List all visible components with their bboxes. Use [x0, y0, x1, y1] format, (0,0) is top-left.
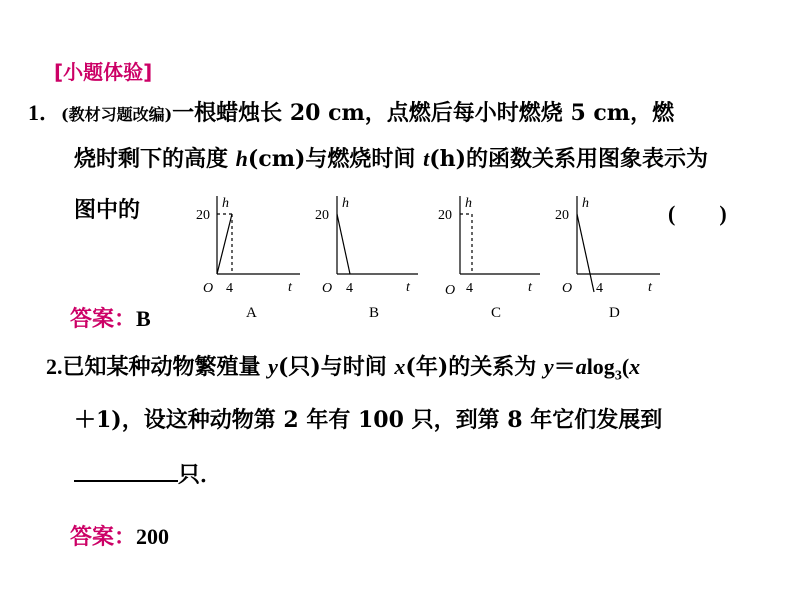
q2-answer	[70, 520, 169, 551]
y-tick-label: 20	[438, 208, 452, 223]
log-text: log	[586, 354, 615, 379]
answer-label: 答案：	[70, 525, 137, 550]
var-a: a	[575, 354, 587, 379]
q2-line1	[46, 352, 640, 391]
graph-d-line	[577, 214, 594, 292]
answer-label: 答案：	[70, 307, 137, 332]
graph-caption: A	[246, 305, 257, 321]
graph-a-line	[217, 214, 232, 274]
graph-d	[577, 196, 660, 292]
q1-source: (教材习题改编)	[61, 105, 173, 124]
y-tick-label: 20	[555, 208, 569, 223]
var-h: h	[235, 146, 248, 171]
var-x: x	[394, 354, 406, 379]
q2-number: 2.	[46, 354, 63, 379]
q1-text-line2b: (cm)与燃烧时间	[247, 146, 424, 172]
x-axis-label: t	[528, 280, 532, 295]
origin-label: O	[445, 283, 456, 298]
eq-y: y	[543, 354, 554, 379]
fill-blank[interactable]	[74, 456, 178, 482]
graph-caption: D	[609, 305, 620, 321]
y-axis-label: h	[465, 196, 472, 211]
q1-text-line2a: 烧时剩下的高度	[74, 146, 236, 172]
q2-line2: ＋1)，设这种动物第 2 年有 100 只，到第 8 年它们发展到	[74, 407, 663, 433]
q2-line3	[74, 456, 222, 490]
answer-bracket: ( )	[668, 201, 727, 226]
x-tick-label: 4	[346, 281, 353, 296]
eq-x: x	[629, 354, 641, 379]
y-axis-label: h	[582, 196, 589, 211]
answer-value: B	[136, 306, 151, 331]
q2-text-line1b: (只)与时间	[277, 354, 395, 380]
graph-b	[337, 196, 418, 274]
x-axis-label: t	[648, 280, 652, 295]
q1-number: 1．	[28, 100, 62, 125]
q1-text-line1: 一根蜡烛长 20 cm，点燃后每小时燃烧 5 cm，燃	[172, 100, 675, 126]
graph-c	[460, 196, 540, 274]
var-t: t	[423, 146, 430, 171]
y-tick-label: 20	[196, 208, 210, 223]
q2-text-line1a: 已知某种动物繁殖量	[62, 354, 269, 380]
q2-text-line3: 只．	[178, 462, 223, 488]
x-axis-label: t	[406, 280, 410, 295]
graph-b-line	[337, 214, 350, 274]
origin-label: O	[203, 281, 214, 296]
section-title: [小题体验]	[54, 60, 153, 84]
paren-open: (	[621, 354, 630, 379]
q1-line3: 图中的	[74, 197, 141, 223]
origin-label: O	[562, 281, 573, 296]
y-tick-label: 20	[315, 208, 329, 223]
q2-text-line1c: (年)的关系为	[405, 354, 544, 380]
eq-sign: ＝	[553, 354, 576, 380]
y-axis-label: h	[222, 196, 229, 211]
x-axis-label: t	[288, 280, 292, 295]
answer-value: 200	[136, 524, 170, 549]
origin-label: O	[322, 281, 333, 296]
y-axis-label: h	[342, 196, 349, 211]
graph-caption: B	[369, 305, 380, 321]
log-base: 3	[614, 368, 622, 384]
q1-text-line2c: (h)的函数关系用图象表示为	[429, 146, 709, 172]
var-y: y	[268, 354, 278, 379]
x-tick-label: 4	[596, 281, 603, 296]
x-tick-label: 4	[466, 281, 473, 296]
x-tick-label: 4	[226, 281, 233, 296]
q1-answer	[70, 302, 151, 333]
graph-caption: C	[491, 305, 502, 321]
graph-a	[217, 196, 300, 274]
